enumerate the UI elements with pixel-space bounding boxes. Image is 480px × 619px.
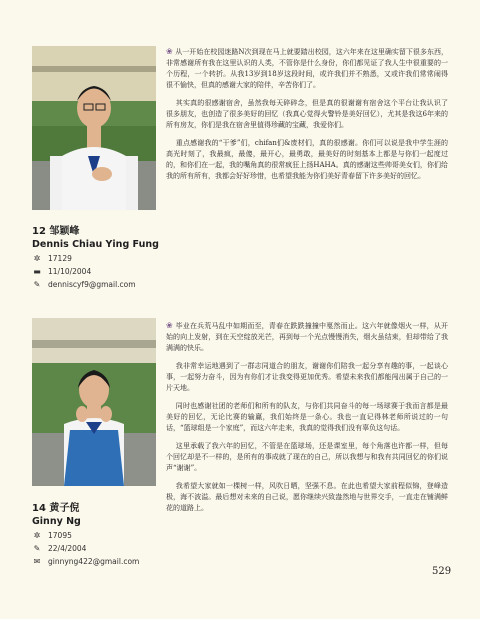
email-address: denniscyf9@gmail.com [48,280,136,289]
pen-icon: ✎ [33,280,41,289]
student-entry [0,46,480,316]
student-id: 17129 [48,254,72,263]
star-icon: ✲ [33,254,41,263]
paragraph: 这里承载了我六年的回忆，不管是在篮球场，还是课室里，每个角落也许都一样，但每个回忆却是不一样的，是所有的事成就了现在的自己，所以我想与和我有共同回忆的你们说声“谢谢”。 [166,442,448,472]
paragraph: 同时也感谢社团的老师们和所有的队友，与你们共同奋斗的每一场球赛于我而言都是最美好的回忆，无论比赛的输赢，我们始终是一条心。我也一直记得林老师所说过的一句话，“篮球组是一个家庭”，而这六年走来，我真的觉得我们没有辜负这句话。 [166,402,448,432]
dob-row [32,267,160,276]
message-text [166,46,448,189]
student-name-chinese: 12 邹颖峰 [32,226,80,237]
date-of-birth: 22/4/2004 [48,544,87,553]
student-entry [0,318,480,573]
student-photo [32,46,156,210]
email-row [32,557,160,566]
student-id: 17095 [48,531,72,540]
email-icon: ✉ [33,557,41,566]
message-text [166,320,448,521]
pen-icon: ✎ [33,544,41,553]
paragraph: 重点感谢我的“干爹”们，chifan们&废材们，真的很感谢。你们可以说是我中学生涯的高光时刻了，我最疯，最傻，最开心，最勇敢，最美好的时刻基本上都是与你们一起度过的，和你们在一起，我的嘴角真的很常疯狂上扬HAHA。真的感谢这些帅哥美女们，你们给我的所有所有，我都会好好珍惜，也希望我能为你们美好青春留下许多美好的回忆。 [166,139,448,180]
student-profile [32,499,160,566]
date-of-birth: 11/10/2004 [48,267,92,276]
student-profile [32,222,160,289]
paragraph: ❀ 从一开始在校园迷路N次到现在马上就要踏出校园，这六年来在这里确实留下很多东西，非常感谢所有我在这里认识的人类，不管你是什么身份，你们都见证了我人生中很重要的一个历程，一个转折。从我13岁到18岁这段时间，或许我们并不熟悉，又或许我们常常闹得很不愉快，但真的感谢大家的陪伴，辛苦你们了。 [166,47,448,89]
email-address: ginnyng422@gmail.com [48,557,140,566]
paragraph: 我希望大家就如一棵树一样，风吹日晒，坚强不息。在此也希望大家前程似锦，登峰造极，海不波溢。最后想对未来的自己说，愿你继续兴致盎然地与世界交手，一直走在铺满鲜花的道路上。 [166,482,448,512]
page-number: 529 [432,566,452,577]
email-row [32,280,160,289]
student-name-english: Dennis Chiau Ying Fung [32,239,159,250]
star-icon: ✲ [33,531,41,540]
dob-row [32,544,160,553]
student-id-row [32,254,160,263]
student-name-english: Ginny Ng [32,516,81,527]
paragraph: ❀ 毕业在兵荒马乱中如期而至，青春在跌跌撞撞中戛然而止。这六年就像烟火一样，从开始的向上发射，到在天空绽放光芒，再到每一个光点慢慢消失，烟火虽结束，但却带给了我满满的快乐。 [166,321,448,352]
student-name-chinese: 14 黄子倪 [32,503,80,514]
student-photo [32,318,156,486]
student-id-row [32,531,160,540]
calendar-icon: ▬ [33,267,41,276]
paragraph: 其实真的很感谢宿舍，虽然我每天碎碎念，但是真的很谢谢有宿舍这个平台让我认识了很多朋友，也创造了很多美好的回忆（我真心觉得火警铃是美好回忆），尤其是我这6年来的所有房友，你们是我在宿舍里值得珍藏的宝藏，我爱你们。 [166,99,448,129]
flower-icon: ❀ [166,321,176,330]
flower-icon: ❀ [166,47,176,56]
paragraph: 我非常幸运地遇到了一群志同道合的朋友，谢谢你们陪我一起分享有趣的事，一起谈心事，一起努力奋斗，因为有你们才让我变得更加优秀。希望未来我们都能闯出属于自己的一片天地。 [166,362,448,392]
